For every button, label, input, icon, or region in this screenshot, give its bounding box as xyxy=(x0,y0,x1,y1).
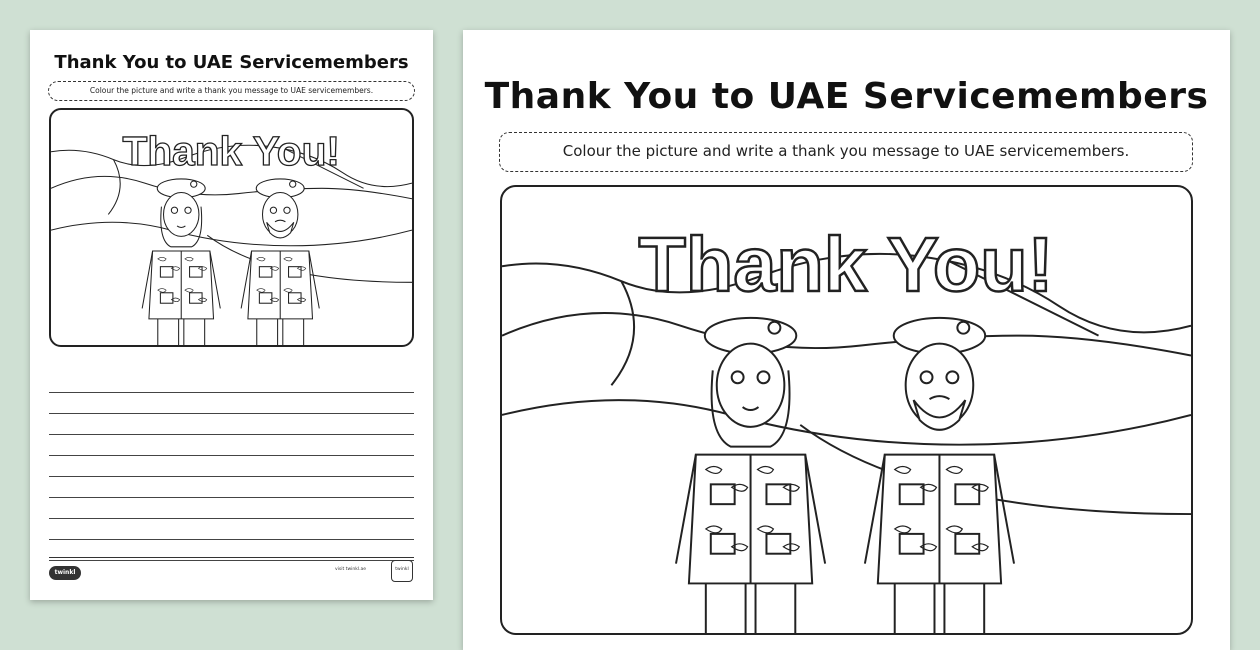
writing-line xyxy=(49,477,414,498)
desert-soldiers-illustration xyxy=(51,110,412,345)
writing-line xyxy=(49,414,414,435)
colouring-picture xyxy=(49,108,414,347)
twinkl-badge: twinkl xyxy=(391,560,413,582)
writing-line xyxy=(49,435,414,456)
writing-line xyxy=(49,498,414,519)
site-text: visit twinkl.ae xyxy=(335,567,367,572)
writing-line xyxy=(49,456,414,477)
writing-line xyxy=(49,393,414,414)
writing-line xyxy=(49,372,414,393)
worksheet-title: Thank You to UAE Servicemembers xyxy=(484,76,1209,117)
worksheet-thumbnail xyxy=(30,30,433,600)
worksheet-preview xyxy=(463,30,1230,650)
instruction-box: Colour the picture and write a thank you message to UAE servicemembers. xyxy=(48,81,415,101)
writing-lines xyxy=(49,372,414,561)
writing-line xyxy=(49,519,414,540)
colouring-picture xyxy=(500,185,1193,635)
banner-text: Thank You! xyxy=(638,222,1054,309)
desert-soldiers-illustration xyxy=(502,187,1191,633)
worksheet-title: Thank You to UAE Servicemembers xyxy=(54,52,409,73)
footer-divider xyxy=(49,557,414,558)
instruction-box: Colour the picture and write a thank you message to UAE servicemembers. xyxy=(499,132,1193,172)
banner-text: Thank You! xyxy=(122,127,340,174)
twinkl-logo: twinkl xyxy=(49,566,81,580)
